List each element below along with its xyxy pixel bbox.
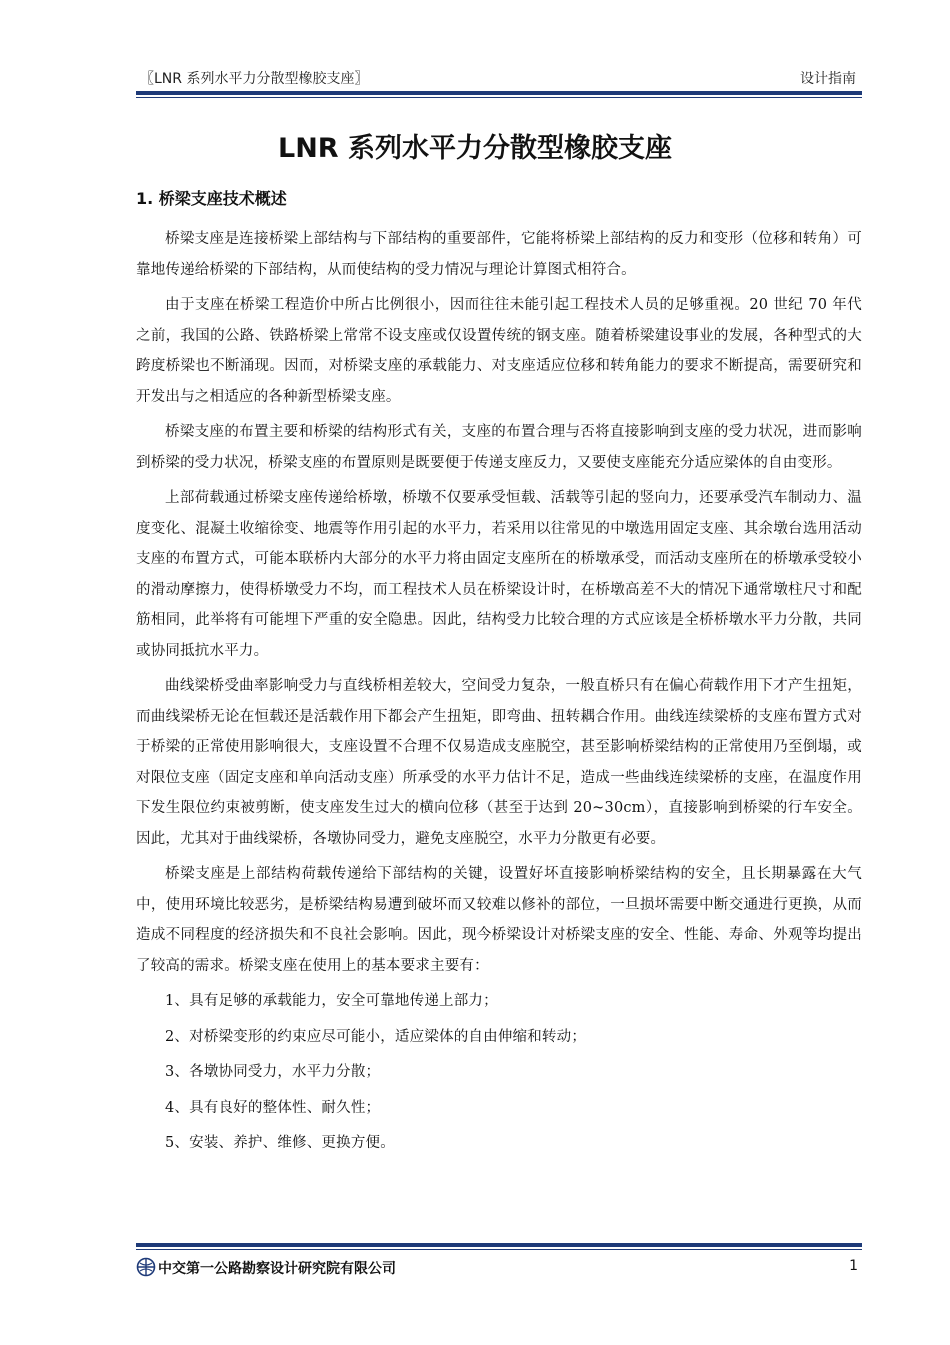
paragraph: 上部荷载通过桥梁支座传递给桥墩，桥墩不仅要承受恒载、活载等引起的竖向力，还要承受汽车制动力、温度变化、混凝土收缩徐变、地震等作用引起的水平力，若采用以往常见的中墩选用固定支座、其余墩台选用活动支座的布置方式，可能本联桥内大部分的水平力将由固定支座所在的桥墩承受，而活动支座所在的桥墩承受较小的滑动摩擦力，使得桥墩受力不均，而工程技术人员在桥梁设计时，在桥墩高差不大的情况下通常墩柱尺寸和配筋相同，此举将有可能埋下严重的安全隐患。因此，结构受力比较合理的方式应该是全桥桥墩水平力分散，共同或协同抵抗水平力。 bbox=[136, 490, 862, 659]
paragraph: 曲线梁桥受曲率影响受力与直线桥相差较大，空间受力复杂，一般直桥只有在偏心荷载作用下才产生扭矩，而曲线梁桥无论在恒载还是活载作用下都会产生扭矩，即弯曲、扭转耦合作用。曲线连续梁桥的支座布置方式对于桥梁的正常使用影响很大，支座设置不合理不仅易造成支座脱空，甚至影响桥梁结构的正常使用乃至倒塌，或对限位支座（固定支座和单向活动支座）所承受的水平力估计不足，造成一些曲线连续梁桥的支座，在温度作用下发生限位约束被剪断，使支座发生过大的横向位移（甚至于达到 20~30cm），直接影响到桥梁的行车安全。因此，尤其对于曲线梁桥，各墩协同受力，避免支座脱空，水平力分散更有必要。 bbox=[136, 678, 862, 847]
footer-company-name: 中交第一公路勘察设计研究院有限公司 bbox=[158, 1261, 396, 1277]
list-item: 4、具有良好的整体性、耐久性； bbox=[165, 1099, 381, 1116]
paragraph: 桥梁支座的布置主要和桥梁的结构形式有关，支座的布置合理与否将直接影响到支座的受力状况，进而影响到桥梁的受力状况，桥梁支座的布置原则是既要便于传递支座反力，又要使支座能充分适应梁体的自由变形。 bbox=[136, 424, 862, 471]
section-heading: 1. 桥梁支座技术概述 bbox=[136, 189, 287, 208]
list-item: 5、安装、养护、维修、更换方便。 bbox=[165, 1135, 395, 1151]
paragraph: 桥梁支座是连接桥梁上部结构与下部结构的重要部件，它能将桥梁上部结构的反力和变形（位移和转角）可靠地传递给桥梁的下部结构，从而使结构的受力情况与理论计算图式相符合。 bbox=[136, 231, 862, 278]
page-title: LNR 系列水平力分散型橡胶支座 bbox=[278, 133, 672, 164]
paragraph: 桥梁支座是上部结构荷载传递给下部结构的关键，设置好坏直接影响桥梁结构的安全，且长期暴露在大气中，使用环境比较恶劣，是桥梁结构易遭到破坏而又较难以修补的部位，一旦损坏需要中断交通进行更换，从而造成不同程度的经济损失和不良社会影响。因此，现今桥梁设计对桥梁支座的安全、性能、寿命、外观等均提出了较高的需求。桥梁支座在使用上的基本要求主要有： bbox=[136, 866, 862, 974]
footer-rule-thin bbox=[136, 1249, 862, 1250]
header-rule-thin bbox=[136, 97, 862, 98]
list-item: 3、各墩协同受力，水平力分散； bbox=[165, 1064, 381, 1080]
paragraph: 由于支座在桥梁工程造价中所占比例很小，因而往往未能引起工程技术人员的足够重视。20 世纪 70 年代之前，我国的公路、铁路桥梁上常常不设支座或仅设置传统的钢支座。随着桥梁建设事业的发展，各种型式的大跨度桥梁也不断涌现。因而，对桥梁支座的承载能力、对支座适应位移和转角能力的要求不断提高，需要研究和开发出与之相适应的各种新型桥梁支座。 bbox=[136, 297, 862, 405]
page-number: 1 bbox=[849, 1258, 858, 1274]
header-rule-thick bbox=[136, 91, 862, 95]
footer-rule-thick bbox=[136, 1243, 862, 1247]
header-section-label: 设计指南 bbox=[800, 71, 856, 87]
page-header bbox=[136, 62, 862, 88]
list-item: 2、对桥梁变形的约束应尽可能小，适应梁体的自由伸缩和转动； bbox=[165, 1028, 587, 1045]
body-content bbox=[136, 224, 862, 1164]
page-footer bbox=[136, 1252, 862, 1282]
list-item: 1、具有足够的承载能力，安全可靠地传递上部力； bbox=[165, 993, 498, 1009]
header-document-title: 〖LNR 系列水平力分散型橡胶支座〗 bbox=[140, 71, 369, 87]
company-logo-icon bbox=[136, 1257, 156, 1277]
